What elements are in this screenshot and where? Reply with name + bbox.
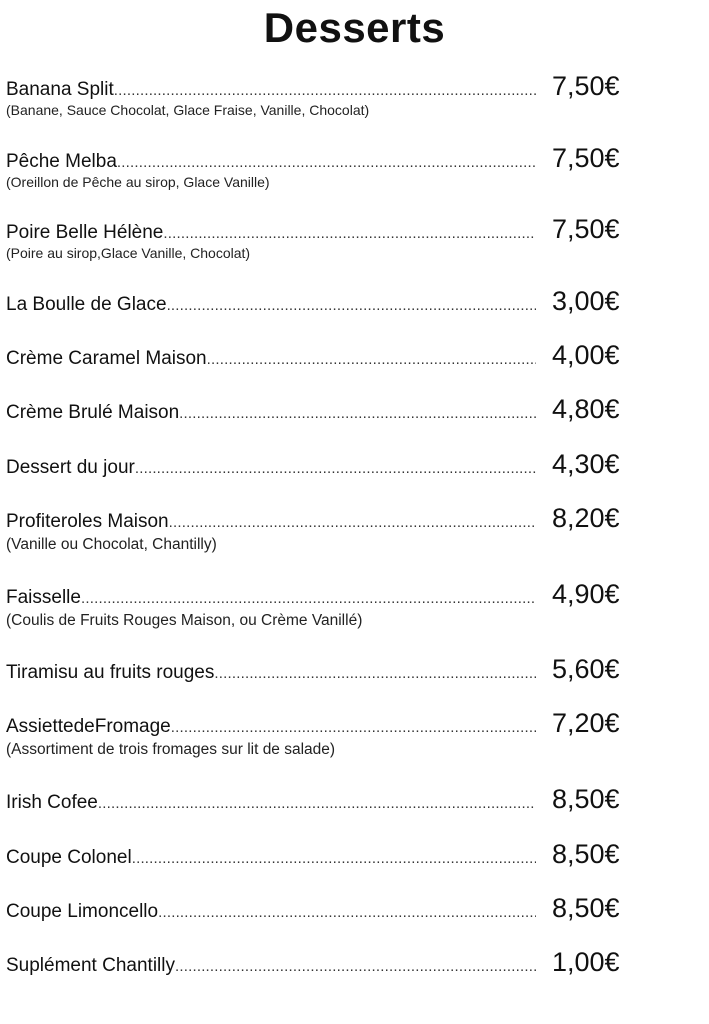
item-name: Faisselle ..... [6,585,536,612]
item-price: 7,20€ [552,708,620,738]
menu-item [6,503,706,559]
item-price: 3,00€ [552,286,620,316]
item-name: Suplément Chantilly ..... [6,953,536,980]
item-name: Profiteroles Maison ..... [6,509,536,536]
menu-item [6,654,706,710]
menu-item [6,143,706,199]
item-description: (Oreillon de Pêche au sirop, Glace Vanille) [6,174,270,190]
item-name: La Boulle de Glace ..... [6,292,536,319]
item-price: 5,60€ [552,654,620,684]
item-description: (Poire au sirop,Glace Vanille, Chocolat) [6,245,251,261]
item-price: 4,90€ [552,579,620,609]
item-description: (Assortiment de trois fromages sur lit de salade) [6,741,336,758]
menu-item [6,708,706,764]
menu-item [6,579,706,635]
item-name: Pêche Melba ..... [6,149,536,176]
item-price: 7,50€ [552,214,620,244]
menu-item [6,784,706,840]
menu-item [6,214,706,270]
item-price: 7,50€ [552,143,620,173]
item-name: Tiramisu au fruits rouges ..... [6,660,536,687]
item-price: 1,00€ [552,947,620,977]
menu-item [6,893,706,949]
item-name: Coupe Colonel ..... [6,845,536,872]
menu-item [6,449,706,505]
item-price: 4,80€ [552,394,620,424]
item-name: AssiettedeFromage ..... [6,714,536,741]
item-description: (Banane, Sauce Chocolat, Glace Fraise, Vanille, Chocolat) [6,102,370,118]
item-name: Irish Cofee ..... [6,790,536,817]
item-price: 8,50€ [552,893,620,923]
item-name: Coupe Limoncello ..... [6,899,536,926]
menu-item [6,839,706,895]
item-name: Crème Brulé Maison ..... [6,400,536,427]
item-name: Poire Belle Hélène ..... [6,220,536,247]
item-name: Crème Caramel Maison ..... [6,346,536,373]
menu-item [6,286,706,342]
item-price: 8,20€ [552,503,620,533]
item-price: 4,30€ [552,449,620,479]
menu-item [6,947,706,1003]
item-name: Banana Split ..... [6,77,536,104]
item-price: 7,50€ [552,71,620,101]
item-description: (Coulis de Fruits Rouges Maison, ou Crème Vanillé) [6,612,363,629]
item-description: (Vanille ou Chocolat, Chantilly) [6,536,217,553]
item-price: 4,00€ [552,340,620,370]
item-price: 8,50€ [552,839,620,869]
item-price: 8,50€ [552,784,620,814]
page-title: Desserts [263,4,446,51]
menu-item [6,394,706,450]
menu-item [6,340,706,396]
item-name: Dessert du jour ..... [6,455,536,482]
menu-item [6,71,706,127]
